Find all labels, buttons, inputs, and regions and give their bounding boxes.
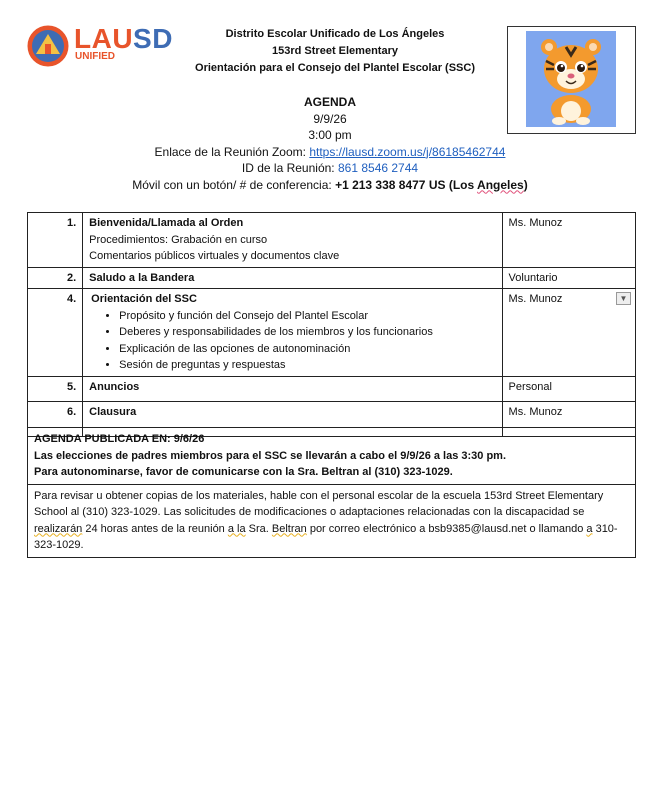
item-number: 5. [28,376,83,401]
zoom-link[interactable]: https://lausd.zoom.us/j/86185462744 [309,144,506,159]
item-bullets [89,308,495,374]
item-line: Comentarios públicos virtuales y documentos clave [89,250,340,262]
agenda-time: 3:00 pm [308,128,352,142]
school-name: 153rd Street Elementary [272,45,398,57]
item-presenter: Voluntario [502,267,635,289]
zoom-link-line [60,144,600,161]
item-number: 1. [28,213,83,268]
logo-subtitle: UNIFIED [75,51,115,62]
phone-label: Móvil con un botón/ # de conferencia: [132,177,332,192]
meeting-id-label: ID de la Reunión: [241,161,335,175]
materials-info: Para revisar u obtener copias de los materiales, hable con el personal escolar de la escuela 153rd Street Elementary School al (310) 323-1029. Las solicitudes de modificaciones o adaptaciones relacionadas con la discapacidad se realizarán 24 horas antes de la reunión a la Sra. Beltran por correo electrónico a bsb9385@lausd.net o llamando a 310-323-1029. [34,489,618,551]
table-row [28,376,636,401]
publication-notice [28,428,635,485]
item-content [83,267,502,289]
agenda-table [27,212,636,437]
published-date: AGENDA PUBLICADA EN: 9/6/26 [34,433,205,445]
notice-box [27,427,636,558]
agenda-title: AGENDA [303,95,356,109]
lausd-seal-icon [26,24,70,68]
document-header [140,26,530,77]
item-presenter: Personal [502,376,635,401]
item-title: Clausura [89,405,137,418]
item-number: 4. [28,289,83,377]
item-title: Saludo a la Bandera [89,271,195,284]
item-presenter: Ms. Munoz [508,293,563,305]
item-line: Procedimientos: Grabación en curso [89,233,268,246]
table-row [28,213,636,268]
list-item: • Propósito y función del Consejo del Plantel Escolar [119,308,495,325]
meeting-id: 861 8546 2744 [337,161,419,175]
logo-wordmark: LAUSD [74,23,173,54]
item-presenter-cell [502,289,635,377]
agenda-date: 9/9/26 [313,111,347,126]
zoom-link-label: Enlace de la Reunión Zoom: [154,144,306,159]
meeting-id-line [60,160,600,177]
item-content [83,213,502,268]
item-title: Orientación del SSC [91,293,197,305]
item-number: 6. [28,401,83,436]
self-nomination-notice: Para autonominarse, favor de comunicarse con la Sra. Beltran al (310) 323-1029. [34,466,453,478]
phone-line [60,177,600,194]
meeting-title: Orientación para el Consejo del Plantel Escolar (SSC) [195,62,475,74]
list-item: • Sesión de preguntas y respuestas [119,357,495,374]
elections-notice: Las elecciones de padres miembros para el SSC se llevarán a cabo el 9/9/26 a las 3:30 pm. [34,449,507,462]
dropdown-arrow-icon[interactable]: ▼ [616,292,631,305]
phone-number: +1 213 338 8477 US (Los Angeles) [335,177,528,192]
item-content [83,289,502,377]
list-item: • Deberes y responsabilidades de los miembros y los funcionarios [119,324,495,341]
agenda-info [60,94,600,193]
table-row [28,289,636,377]
item-title: Anuncios [89,380,140,393]
table-row [28,267,636,289]
item-title: Bienvenida/Llamada al Orden [89,217,244,229]
district-name: Distrito Escolar Unificado de Los Ángeles [225,28,445,40]
list-item: • Explicación de las opciones de autonominación [119,341,495,358]
item-number: 2. [28,267,83,289]
item-presenter: Ms. Munoz [502,401,635,436]
item-content [83,376,502,401]
item-presenter: Ms. Munoz [502,213,635,268]
